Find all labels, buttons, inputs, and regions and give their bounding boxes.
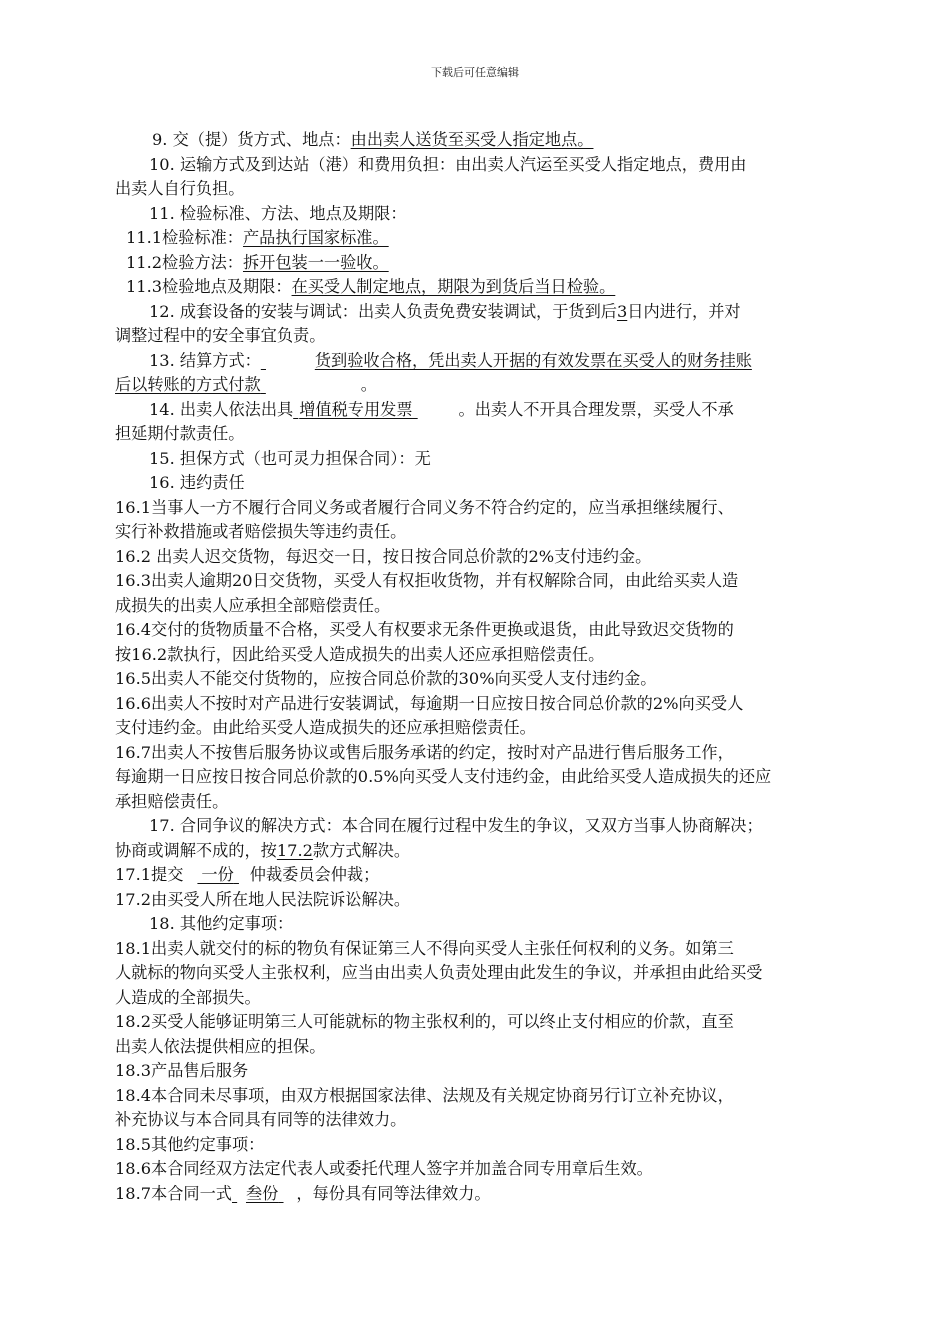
clause-18-6: 18.6本合同经双方法定代表人或委托代理人签字并加盖合同专用章后生效。: [115, 1159, 653, 1178]
clause-13: 13. 结算方式： 货到验收合格，凭出卖人开据的有效发票在买受人的财务挂账: [149, 351, 752, 370]
clause-18-1-end: 人造成的全部损失。: [115, 988, 261, 1007]
clause-16-3-cont: 成损失的出卖人应承担全部赔偿责任。: [115, 596, 391, 615]
inspection-standard: 产品执行国家标准。: [242, 228, 389, 247]
clause-16-1: 16.1当事人一方不履行合同义务或者履行合同义务不符合约定的，应当承担继续履行、: [115, 498, 734, 517]
clause-11: 11. 检验标准、方法、地点及期限：: [149, 204, 407, 223]
page-header: 下载后可任意编辑: [431, 66, 519, 79]
clause-14: 14. 出卖人依法出具 增值税专用发票 。出卖人不开具合理发票，买受人不承: [149, 400, 734, 419]
clause-18-1: 18.1出卖人就交付的标的物负有保证第三人不得向买受人主张任何权利的义务。如第三: [115, 939, 734, 958]
clause-11-2: 11.2检验方法：拆开包装一一验收。: [126, 253, 389, 272]
dispute-clause-ref: 17.2: [276, 841, 313, 860]
inspection-place: 在买受人制定地点，期限为到货后当日检验。: [291, 277, 616, 296]
clause-14-cont: 担延期付款责任。: [115, 424, 245, 443]
clause-18-1-cont: 人就标的物向买受人主张权利，应当由出卖人负责处理由此发生的争议，并承担由此给买受: [115, 963, 763, 982]
clause-12-cont: 调整过程中的安全事宜负责。: [115, 326, 326, 345]
clause-18: 18. 其他约定事项：: [149, 914, 294, 933]
clause-10-cont: 出卖人自行负担。: [115, 179, 245, 198]
clause-18-3: 18.3产品售后服务: [115, 1061, 249, 1080]
clause-16-6: 16.6出卖人不按时对产品进行安装调试，每逾期一日应按日按合同总价款的2%向买受人: [115, 694, 744, 713]
clause-11-1: 11.1检验标准：产品执行国家标准。: [126, 228, 389, 247]
clause-18-7: 18.7本合同一式 叁份 ，每份具有同等法律效力。: [115, 1184, 491, 1203]
clause-17-cont: 协商或调解不成的，按17.2款方式解决。: [115, 841, 411, 860]
clause-13-cont: 后以转账的方式付款 。: [115, 375, 377, 394]
clause-16-4-cont: 按16.2款执行，因此给买受人造成损失的出卖人还应承担赔偿责任。: [115, 645, 605, 664]
clause-17: 17. 合同争议的解决方式：本合同在履行过程中发生的争议，又双方当事人协商解决；: [149, 816, 763, 835]
inspection-method: 拆开包装一一验收。: [242, 253, 389, 272]
clause-10: 10. 运输方式及到达站（港）和费用负担：由出卖人汽运至买受人指定地点，费用由: [149, 155, 747, 174]
delivery-location: 由出卖人送货至买受人指定地点。: [350, 130, 594, 149]
contract-copies: 叁份: [245, 1184, 279, 1203]
clause-16-1-cont: 实行补救措施或者赔偿损失等违约责任。: [115, 522, 407, 541]
clause-18-4: 18.4本合同未尽事项，由双方根据国家法律、法规及有关规定协商另行订立补充协议，: [115, 1086, 734, 1105]
install-days: 3: [616, 302, 628, 321]
clause-16-5: 16.5出卖人不能交付货物的，应按合同总价款的30%向买受人支付违约金。: [115, 669, 657, 688]
clause-12: 12. 成套设备的安装与调试：出卖人负责免费安装调试，于货到后3日内进行，并对: [149, 302, 741, 321]
invoice-type: 增值税专用发票: [299, 400, 413, 419]
clause-17-2: 17.2由买受人所在地人民法院诉讼解决。: [115, 890, 411, 909]
clause-16-7-end: 承担赔偿责任。: [115, 792, 229, 811]
clause-16-3: 16.3出卖人逾期20日交货物，买受人有权拒收货物，并有权解除合同，由此给买卖人造: [115, 571, 739, 590]
clause-16-4: 16.4交付的货物质量不合格，买受人有权要求无条件更换或退货，由此导致迟交货物的: [115, 620, 734, 639]
arbitration-copies: 一份: [201, 865, 234, 884]
clause-16-7-cont: 每逾期一日应按日按合同总价款的0.5%向买受人支付违约金，由此给买受人造成损失的还应: [115, 767, 772, 786]
clause-16-7: 16.7出卖人不按售后服务协议或售后服务承诺的约定，按时对产品进行售后服务工作，: [115, 743, 734, 762]
clause-16-6-cont: 支付违约金。由此给买受人造成损失的还应承担赔偿责任。: [115, 718, 536, 737]
clause-15: 15. 担保方式（也可灵力担保合同）：无: [149, 449, 431, 468]
clause-16-2: 16.2 出卖人迟交货物，每迟交一日，按日按合同总价款的2%支付违约金。: [115, 547, 652, 566]
clause-18-2: 18.2买受人能够证明第三人可能就标的物主张权利的，可以终止支付相应的价款，直至: [115, 1012, 734, 1031]
clause-17-1: 17.1提交 一份 仲裁委员会仲裁；: [115, 865, 380, 884]
clause-18-5: 18.5其他约定事项：: [115, 1135, 265, 1154]
clause-18-4-cont: 补充协议与本合同具有同等的法律效力。: [115, 1110, 407, 1129]
clause-18-2-cont: 出卖人依法提供相应的担保。: [115, 1037, 326, 1056]
clause-11-3: 11.3检验地点及期限：在买受人制定地点，期限为到货后当日检验。: [126, 277, 616, 296]
clause-16: 16. 违约责任: [149, 473, 245, 492]
settlement-method: 货到验收合格，凭出卖人开据的有效发票在买受人的财务挂账: [314, 351, 752, 370]
clause-9: 9. 交（提）货方式、地点：由出卖人送货至买受人指定地点。: [152, 130, 594, 149]
